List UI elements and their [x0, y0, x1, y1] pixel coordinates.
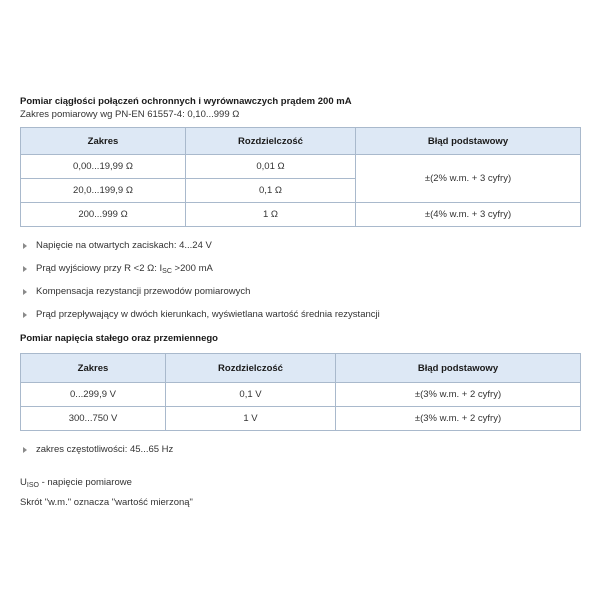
- bullet-text: >200 mA: [171, 263, 213, 274]
- cell-range: 300...750 V: [21, 407, 166, 431]
- list-item: zakres częstotliwości: 45...65 Hz: [20, 443, 580, 466]
- cell-resolution: 1 Ω: [186, 203, 356, 227]
- content: [20, 96, 580, 511]
- cell-resolution: 0,01 Ω: [186, 155, 356, 179]
- notes: [20, 474, 580, 511]
- list-item: [20, 262, 580, 285]
- cell-resolution: 1 V: [166, 407, 336, 431]
- section1-title: Pomiar ciągłości połączeń ochronnych i wyrównawczych prądem 200 mA: [20, 96, 352, 107]
- voltage-table: [20, 353, 581, 431]
- section1-subtitle: Zakres pomiarowy wg PN-EN 61557-4: 0,10...999 Ω: [20, 109, 240, 120]
- table-row: [21, 203, 581, 227]
- section2-title: Pomiar napięcia stałego oraz przemiennego: [20, 333, 218, 344]
- list-item: Prąd przepływający w dwóch kierunkach, wyświetlana wartość średnia rezystancji: [20, 308, 580, 331]
- cell-error: ±(3% w.m. + 2 cyfry): [336, 383, 581, 407]
- note-wm: Skrót "w.m." oznacza "wartość mierzoną": [20, 497, 193, 508]
- table-row: [21, 155, 581, 179]
- cell-resolution: 0,1 V: [166, 383, 336, 407]
- cell-range: 0...299,9 V: [21, 383, 166, 407]
- header-error: Błąd podstawowy: [356, 128, 581, 155]
- table-header-row: [21, 128, 581, 155]
- cell-error: ±(3% w.m. + 2 cyfry): [336, 407, 581, 431]
- header-range: Zakres: [21, 128, 186, 155]
- header-range: Zakres: [21, 354, 166, 383]
- subscript: ISO: [26, 482, 39, 489]
- note-text: U: [20, 477, 27, 488]
- bullet-text: Prąd wyjściowy przy R <2 Ω: I: [36, 263, 163, 274]
- note-text: - napięcie pomiarowe: [38, 477, 132, 488]
- cell-resolution: 0,1 Ω: [186, 179, 356, 203]
- cell-range: 0,00...19,99 Ω: [21, 155, 186, 179]
- header-resolution: Rozdzielczość: [186, 128, 356, 155]
- table-row: [21, 383, 581, 407]
- note-uiso: [20, 474, 580, 494]
- list-item: Kompensacja rezystancji przewodów pomiarowych: [20, 285, 580, 308]
- cell-range: 20,0...199,9 Ω: [21, 179, 186, 203]
- table-header-row: [21, 354, 581, 383]
- header-resolution: Rozdzielczość: [166, 354, 336, 383]
- continuity-table: [20, 127, 581, 227]
- list-item: Napięcie na otwartych zaciskach: 4...24 V: [20, 239, 580, 262]
- cell-error-merged: ±(2% w.m. + 3 cyfry): [356, 155, 581, 203]
- voltage-bullets: [20, 443, 580, 466]
- subscript: SC: [162, 268, 172, 275]
- continuity-bullets: [20, 239, 580, 331]
- header-error: Błąd podstawowy: [336, 354, 581, 383]
- table-row: [21, 407, 581, 431]
- cell-range: 200...999 Ω: [21, 203, 186, 227]
- cell-error: ±(4% w.m. + 3 cyfry): [356, 203, 581, 227]
